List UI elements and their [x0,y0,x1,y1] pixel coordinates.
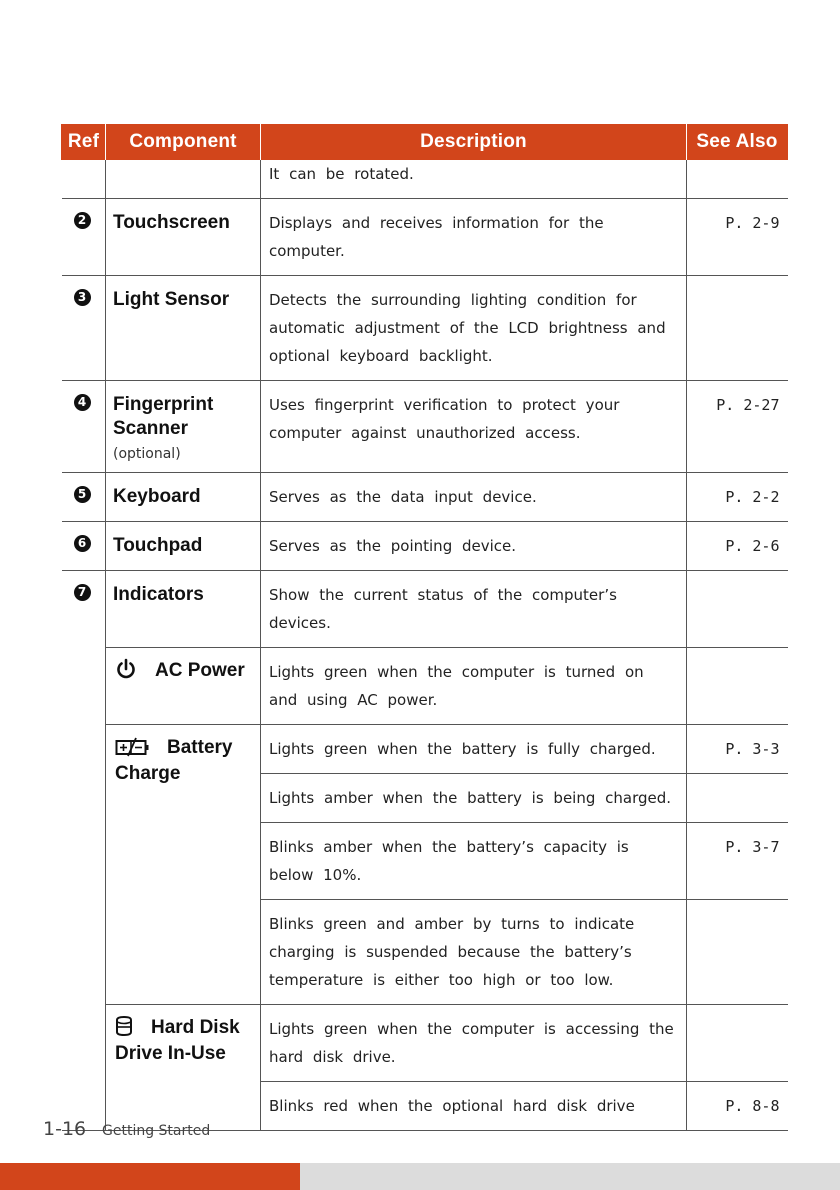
see-also-ref: P. 2-2 [725,488,780,506]
description-cell: Blinks green and amber by turns to indicate charging is suspended because the battery’s temperature is either too high or too low. [269,915,635,989]
see-also-ref [687,900,788,910]
indicator-battery-charge [106,725,260,787]
table-row [62,1005,788,1082]
description-cell: It can be rotated. [269,165,414,183]
description-cell: Blinks red when the optional hard disk drive [269,1097,635,1115]
optional-note: (optional) [113,446,181,462]
component-name: Keyboard [113,486,201,507]
header-see-also: See Also [687,124,788,160]
header-component: Component [106,124,261,160]
component-name [106,381,260,466]
indicator-label-line2: Charge [115,763,181,784]
table-row [62,199,788,276]
table-row [62,160,788,199]
table-row [62,522,788,571]
header-description: Description [261,124,687,160]
see-also-ref [687,648,788,658]
component-table [61,124,788,1131]
table-header [62,124,788,160]
indicator-label-line1: Battery [167,737,233,758]
description-cell: Lights green when the computer is turned on and using AC power. [269,663,644,709]
footer-grey-bar [300,1163,840,1190]
indicator-label-line2: Drive In-Use [115,1043,226,1064]
see-also-ref [687,276,788,286]
component-name: Light Sensor [113,289,230,310]
battery-charge-icon [115,737,149,757]
component-name: Touchpad [113,535,203,556]
ref-number-badge: 2 [74,212,91,229]
description-cell: Serves as the data input device. [269,488,537,506]
power-icon [115,658,137,680]
component-name-line1: Fingerprint [113,394,214,415]
see-also-ref: P. 8-8 [725,1097,780,1115]
description-cell: Lights amber when the battery is being charged. [269,789,672,807]
table-row [62,648,788,725]
indicator-ac-power [106,648,260,684]
see-also-ref: P. 3-7 [725,838,780,856]
ref-number-badge: 6 [74,535,91,552]
description-cell: Show the current status of the computer’s devices. [269,586,617,632]
description-cell: Lights green when the computer is accessing the hard disk drive. [269,1020,674,1066]
section-label: Getting Started [102,1123,211,1139]
table-row [62,571,788,648]
table-row [62,276,788,381]
indicator-hard-disk [106,1005,260,1067]
see-also-ref [687,774,788,784]
component-name-line2: Scanner [113,418,188,439]
see-also-ref: P. 2-6 [725,537,780,555]
ref-number-badge: 3 [74,289,91,306]
see-also-ref: P. 3-3 [725,740,780,758]
description-cell: Blinks amber when the battery’s capacity is below 10%. [269,838,629,884]
see-also-ref: P. 2-27 [716,396,780,414]
indicator-label: AC Power [155,660,245,681]
description-cell: Lights green when the battery is fully charged. [269,740,656,758]
description-cell: Detects the surrounding lighting condition for automatic adjustment of the LCD brightness and optional keyboard backlight. [269,291,666,365]
indicator-label-line1: Hard Disk [151,1017,240,1038]
ref-number-badge: 7 [74,584,91,601]
component-name: Indicators [113,584,204,605]
description-cell: Serves as the pointing device. [269,537,517,555]
description-cell: Displays and receives information for the computer. [269,214,604,260]
table-row [62,473,788,522]
table-row [62,725,788,774]
ref-number-badge: 4 [74,394,91,411]
description-cell: Uses fingerprint verification to protect your computer against unauthorized access. [269,396,620,442]
ref-number-badge: 5 [74,486,91,503]
table-row [62,381,788,473]
footer-accent-bar [0,1163,300,1190]
component-name: Touchscreen [113,212,230,233]
see-also-ref [687,1005,788,1015]
hard-disk-icon [115,1015,133,1037]
header-ref: Ref [62,124,106,160]
page-number: 1-16 [43,1118,87,1140]
see-also-ref: P. 2-9 [725,214,780,232]
see-also-ref [687,571,788,581]
